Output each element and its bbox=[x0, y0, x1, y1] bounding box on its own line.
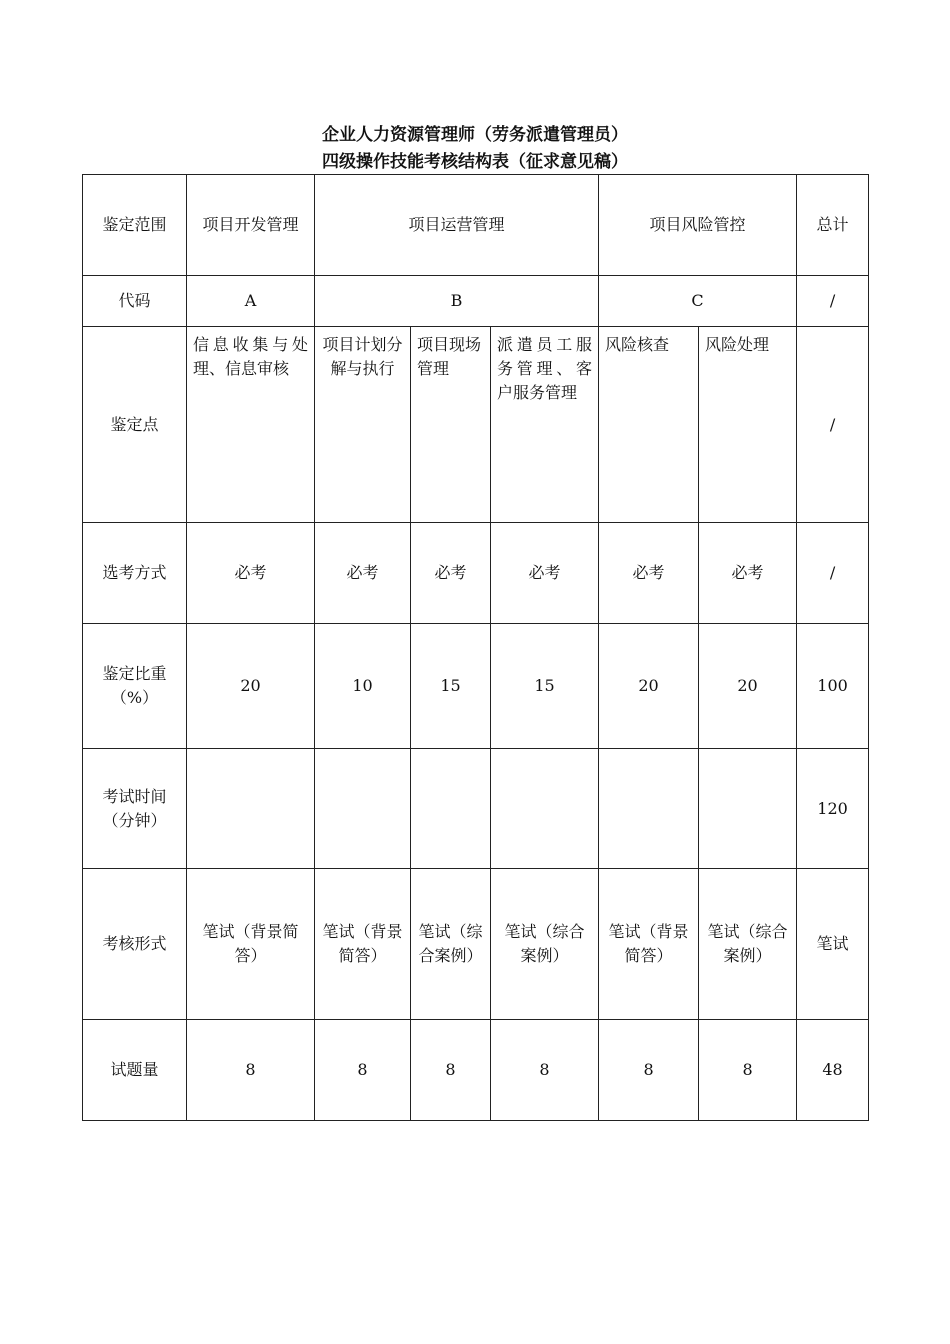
assessment-structure-table bbox=[82, 174, 869, 1121]
scope-c: 项目风险管控 bbox=[599, 175, 797, 276]
form-5: 笔试（背景简答） bbox=[599, 869, 699, 1020]
time-1 bbox=[187, 749, 315, 869]
weight-2: 10 bbox=[315, 624, 411, 749]
count-6: 8 bbox=[699, 1020, 797, 1121]
count-total: 48 bbox=[797, 1020, 869, 1121]
method-1: 必考 bbox=[187, 523, 315, 624]
weight-4: 15 bbox=[491, 624, 599, 749]
point-4: 派遣员工服务管理、客户服务管理 bbox=[491, 327, 599, 523]
row-label-scope: 鉴定范围 bbox=[83, 175, 187, 276]
time-6 bbox=[699, 749, 797, 869]
code-c: C bbox=[599, 276, 797, 327]
weight-3: 15 bbox=[411, 624, 491, 749]
method-3: 必考 bbox=[411, 523, 491, 624]
row-label-count: 试题量 bbox=[83, 1020, 187, 1121]
weight-total: 100 bbox=[797, 624, 869, 749]
document-title-line1: 企业人力资源管理师（劳务派遣管理员） bbox=[322, 125, 628, 145]
method-6: 必考 bbox=[699, 523, 797, 624]
row-label-method: 选考方式 bbox=[83, 523, 187, 624]
time-2 bbox=[315, 749, 411, 869]
scope-b: 项目运营管理 bbox=[315, 175, 599, 276]
form-6: 笔试（综合案例） bbox=[699, 869, 797, 1020]
row-code bbox=[83, 276, 869, 327]
points-total: / bbox=[797, 327, 869, 523]
point-1: 信息收集与处理、信息审核 bbox=[187, 327, 315, 523]
code-total: / bbox=[797, 276, 869, 327]
weight-5: 20 bbox=[599, 624, 699, 749]
row-label-time: 考试时间（分钟） bbox=[83, 749, 187, 869]
point-2: 项目计划分解与执行 bbox=[315, 327, 411, 523]
time-5 bbox=[599, 749, 699, 869]
row-points bbox=[83, 327, 869, 523]
form-3: 笔试（综合案例） bbox=[411, 869, 491, 1020]
row-form bbox=[83, 869, 869, 1020]
form-total: 笔试 bbox=[797, 869, 869, 1020]
method-5: 必考 bbox=[599, 523, 699, 624]
point-3: 项目现场管理 bbox=[411, 327, 491, 523]
method-2: 必考 bbox=[315, 523, 411, 624]
row-label-points: 鉴定点 bbox=[83, 327, 187, 523]
row-label-weight: 鉴定比重（%） bbox=[83, 624, 187, 749]
form-4: 笔试（综合案例） bbox=[491, 869, 599, 1020]
row-method bbox=[83, 523, 869, 624]
point-5: 风险核查 bbox=[599, 327, 699, 523]
code-b: B bbox=[315, 276, 599, 327]
document-title-line2: 四级操作技能考核结构表（征求意见稿） bbox=[322, 152, 628, 172]
count-4: 8 bbox=[491, 1020, 599, 1121]
time-3 bbox=[411, 749, 491, 869]
point-6: 风险处理 bbox=[699, 327, 797, 523]
count-3: 8 bbox=[411, 1020, 491, 1121]
scope-total: 总计 bbox=[797, 175, 869, 276]
time-total: 120 bbox=[797, 749, 869, 869]
scope-a: 项目开发管理 bbox=[187, 175, 315, 276]
form-1: 笔试（背景简答） bbox=[187, 869, 315, 1020]
form-2: 笔试（背景简答） bbox=[315, 869, 411, 1020]
method-4: 必考 bbox=[491, 523, 599, 624]
row-label-code: 代码 bbox=[83, 276, 187, 327]
count-2: 8 bbox=[315, 1020, 411, 1121]
code-a: A bbox=[187, 276, 315, 327]
weight-6: 20 bbox=[699, 624, 797, 749]
count-5: 8 bbox=[599, 1020, 699, 1121]
time-4 bbox=[491, 749, 599, 869]
row-label-form: 考核形式 bbox=[83, 869, 187, 1020]
row-scope bbox=[83, 175, 869, 276]
method-total: / bbox=[797, 523, 869, 624]
row-count bbox=[83, 1020, 869, 1121]
weight-1: 20 bbox=[187, 624, 315, 749]
row-weight bbox=[83, 624, 869, 749]
count-1: 8 bbox=[187, 1020, 315, 1121]
row-time bbox=[83, 749, 869, 869]
